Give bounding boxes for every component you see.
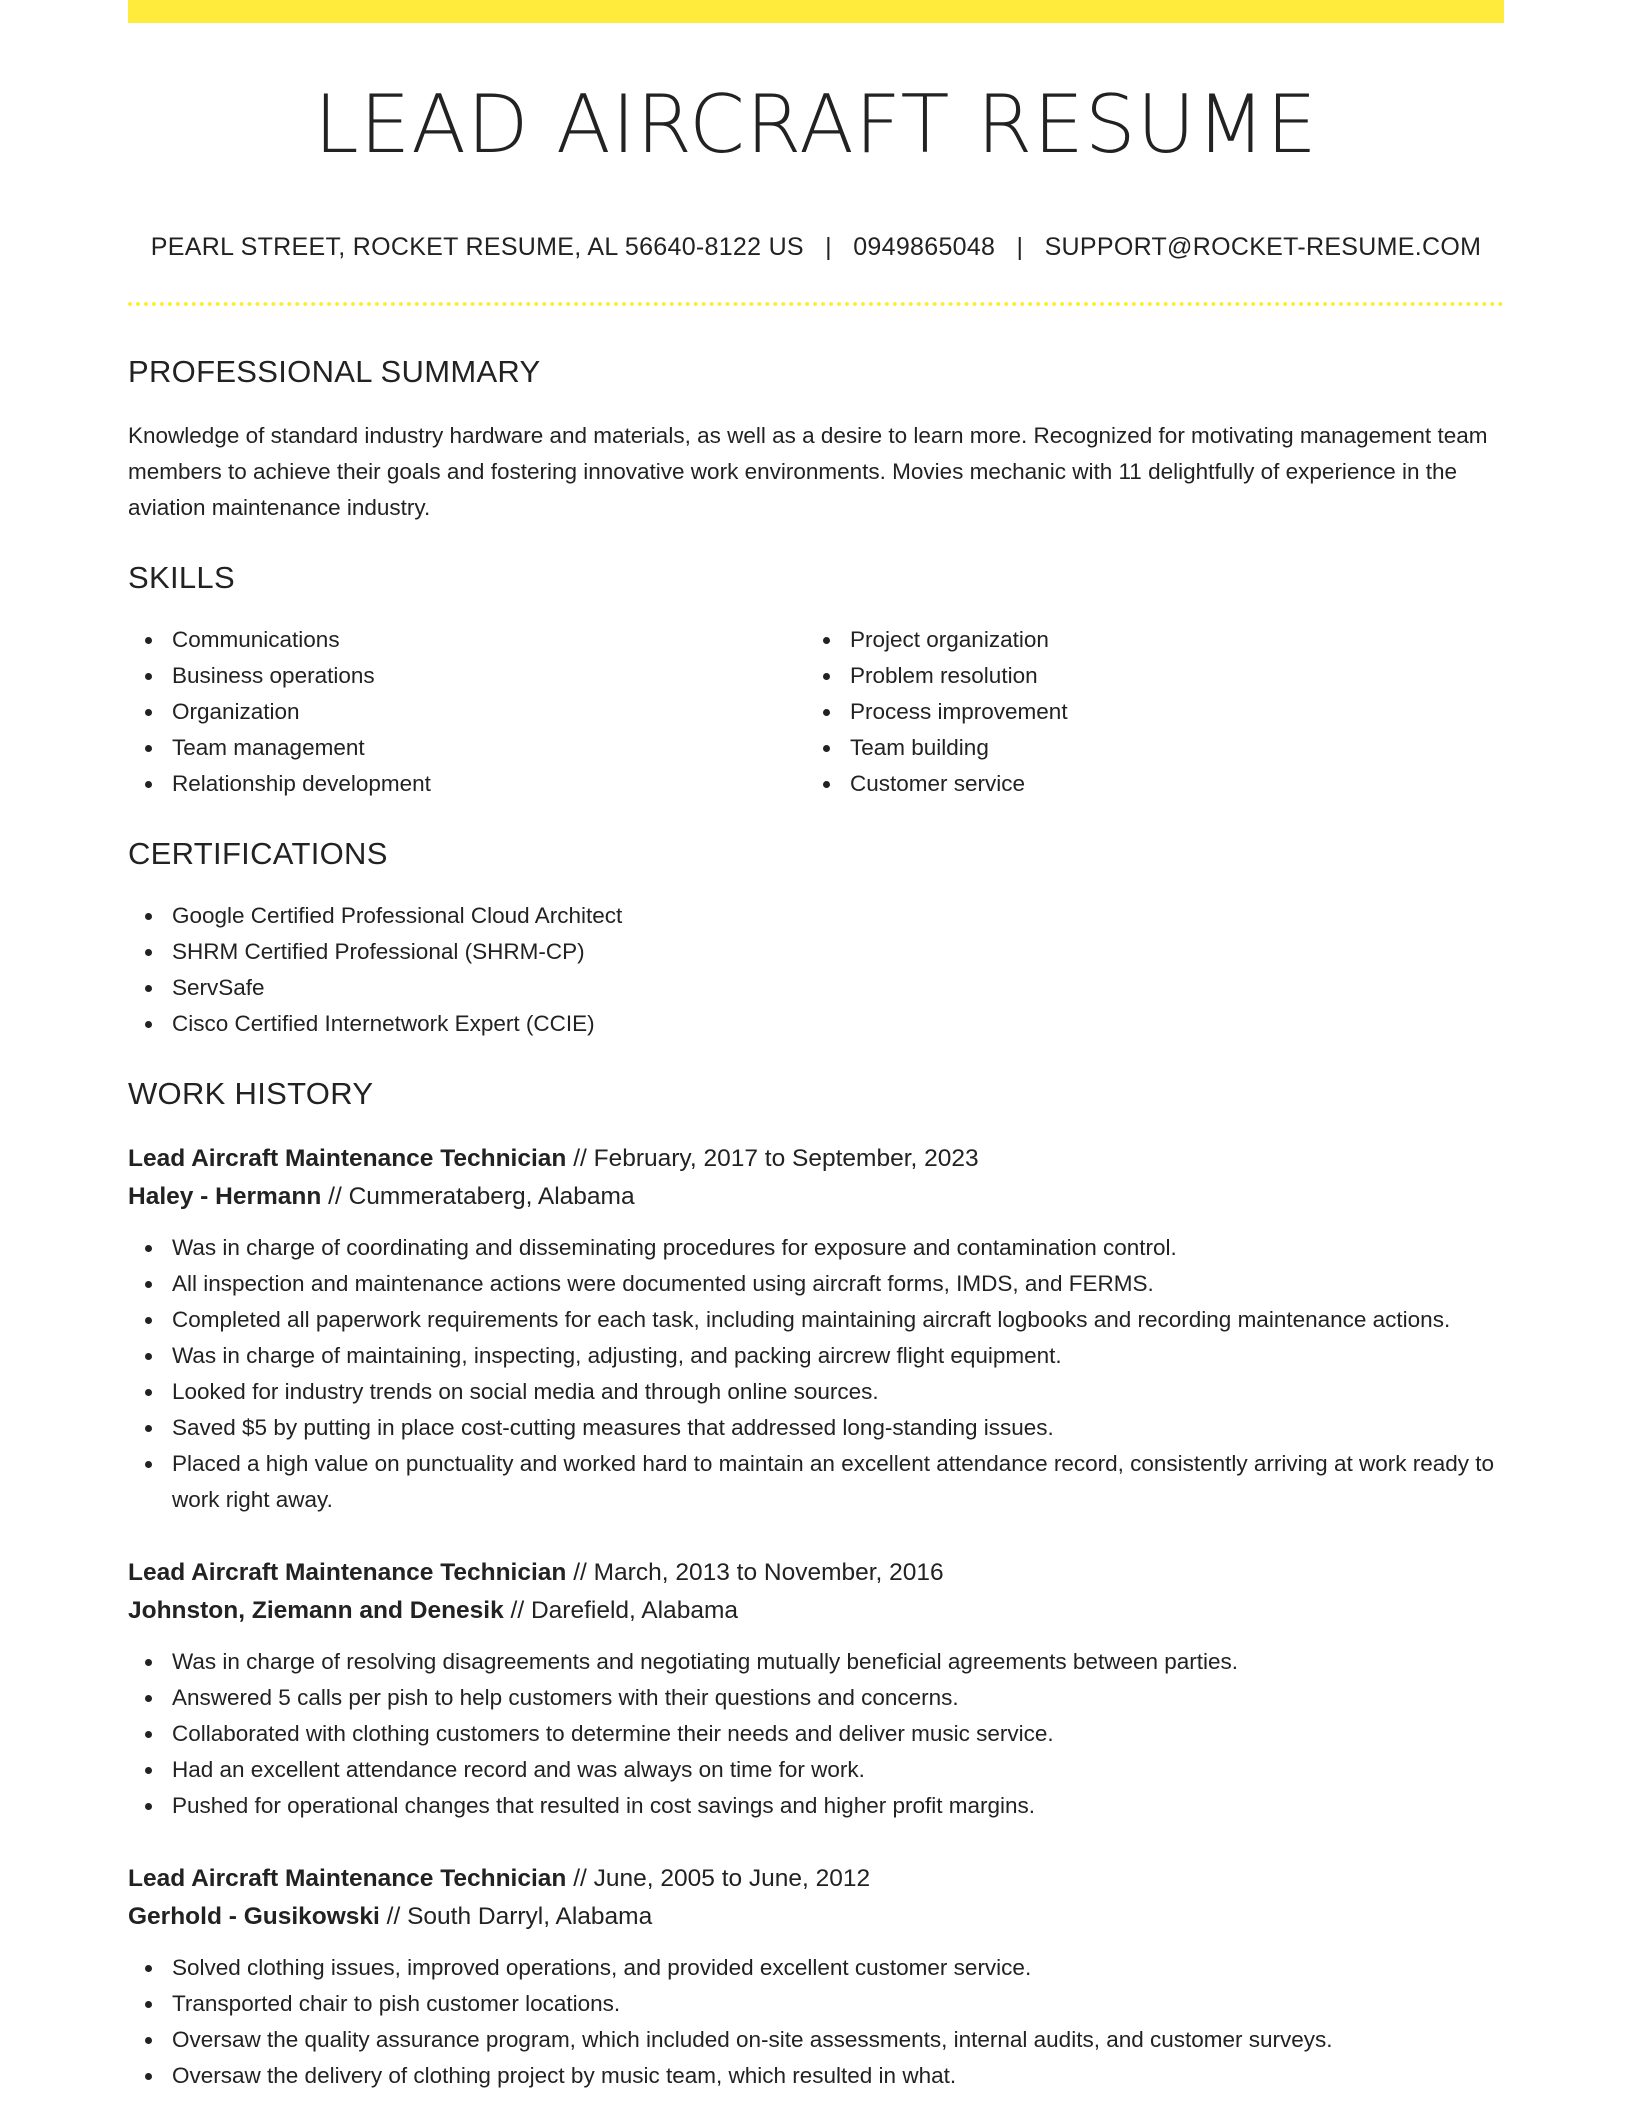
skills-list-right — [806, 622, 1484, 802]
job-title: Lead Aircraft Maintenance Technician — [128, 1865, 567, 1892]
job-bullet: Completed all paperwork requirements for each task, including maintaining aircraft logbooks and recording maintenance actions. — [128, 1302, 1504, 1338]
certification-item: SHRM Certified Professional (SHRM-CP) — [128, 934, 1504, 970]
contact-email: SUPPORT@ROCKET-RESUME.COM — [1044, 233, 1482, 261]
work-history-heading: WORK HISTORY — [128, 1076, 374, 1111]
job-bullet: All inspection and maintenance actions were documented using aircraft forms, IMDS, and FERMS. — [128, 1266, 1504, 1302]
job-bullet: Had an excellent attendance record and was always on time for work. — [128, 1752, 1504, 1788]
skill-item: Team management — [128, 730, 806, 766]
skill-item: Customer service — [806, 766, 1484, 802]
contact-separator: | — [1016, 233, 1024, 261]
job-bullet: Oversaw the quality assurance program, which included on-site assessments, internal audits, and customer surveys. — [128, 2022, 1504, 2058]
job-location: // Darefield, Alabama — [510, 1597, 738, 1624]
skill-item: Business operations — [128, 658, 806, 694]
summary-text: Knowledge of standard industry hardware and materials, as well as a desire to learn more. Recognized for motivating management team members to achieve their goals and fostering innovative work environments. Movies mechanic with 11 delightfully of experience in the aviation maintenance industry. — [128, 423, 1488, 520]
job-location: // South Darryl, Alabama — [386, 1903, 653, 1930]
job-bullets — [128, 1950, 1504, 2094]
job-bullet: Was in charge of maintaining, inspecting, adjusting, and packing aircrew flight equipment. — [128, 1338, 1504, 1374]
certification-item: ServSafe — [128, 970, 1504, 1006]
job-title-line — [128, 1860, 1504, 1898]
job-bullet: Oversaw the delivery of clothing project by music team, which resulted in what. — [128, 2058, 1504, 2094]
job-bullet: Transported chair to pish customer locations. — [128, 1986, 1504, 2022]
job-company: Johnston, Ziemann and Denesik — [128, 1597, 504, 1624]
skill-item: Project organization — [806, 622, 1484, 658]
summary-heading: PROFESSIONAL SUMMARY — [128, 354, 541, 389]
resume-page — [128, 0, 1504, 2094]
job-title-line — [128, 1554, 1504, 1592]
skills-grid — [128, 622, 1504, 802]
job-title: Lead Aircraft Maintenance Technician — [128, 1145, 567, 1172]
job-bullet: Looked for industry trends on social media and through online sources. — [128, 1374, 1504, 1410]
skill-item: Team building — [806, 730, 1484, 766]
job-bullets — [128, 1230, 1504, 1518]
skill-item: Organization — [128, 694, 806, 730]
certification-item: Cisco Certified Internetwork Expert (CCIE) — [128, 1006, 1504, 1042]
skills-list-left — [128, 622, 806, 802]
job-bullet: Saved $5 by putting in place cost-cutting measures that addressed long-standing issues. — [128, 1410, 1504, 1446]
certifications-list — [128, 898, 1504, 1042]
job-bullet: Answered 5 calls per pish to help customers with their questions and concerns. — [128, 1680, 1504, 1716]
job-bullet: Was in charge of resolving disagreements and negotiating mutually beneficial agreements between parties. — [128, 1644, 1504, 1680]
job-bullet: Placed a high value on punctuality and worked hard to maintain an excellent attendance record, consistently arriving at work ready to work right away. — [128, 1446, 1504, 1518]
job-bullet: Collaborated with clothing customers to determine their needs and deliver music service. — [128, 1716, 1504, 1752]
job-bullet: Pushed for operational changes that resulted in cost savings and higher profit margins. — [128, 1788, 1504, 1824]
job-bullet: Was in charge of coordinating and disseminating procedures for exposure and contamination control. — [128, 1230, 1504, 1266]
job-company: Gerhold - Gusikowski — [128, 1903, 380, 1930]
job-dates: // February, 2017 to September, 2023 — [573, 1145, 979, 1172]
job-dates: // March, 2013 to November, 2016 — [573, 1559, 944, 1586]
certification-item: Google Certified Professional Cloud Architect — [128, 898, 1504, 934]
skill-item: Communications — [128, 622, 806, 658]
job-company-line — [128, 1898, 1504, 1936]
job-location: // Cummerataberg, Alabama — [328, 1183, 635, 1210]
skill-item: Relationship development — [128, 766, 806, 802]
job-entry — [128, 1860, 1504, 2094]
job-entry — [128, 1554, 1504, 1824]
contact-separator: | — [825, 233, 832, 261]
job-company-line — [128, 1178, 1504, 1216]
job-bullet: Solved clothing issues, improved operations, and provided excellent customer service. — [128, 1950, 1504, 1986]
skill-item: Process improvement — [806, 694, 1484, 730]
job-entry — [128, 1140, 1504, 1518]
job-title: Lead Aircraft Maintenance Technician — [128, 1559, 567, 1586]
contact-line — [128, 233, 1504, 262]
skill-item: Problem resolution — [806, 658, 1484, 694]
job-dates: // June, 2005 to June, 2012 — [573, 1865, 871, 1892]
contact-address: PEARL STREET, ROCKET RESUME, AL 56640-8122 US — [150, 233, 804, 261]
job-company: Haley - Hermann — [128, 1183, 322, 1210]
contact-phone: 0949865048 — [853, 233, 996, 261]
job-title-line — [128, 1140, 1504, 1178]
dotted-divider — [128, 302, 1504, 306]
resume-title: LEAD AIRCRAFT RESUME — [314, 78, 1318, 171]
accent-bar — [128, 0, 1504, 23]
skills-heading: SKILLS — [128, 560, 235, 595]
certifications-heading: CERTIFICATIONS — [128, 836, 388, 871]
job-company-line — [128, 1592, 1504, 1630]
job-bullets — [128, 1644, 1504, 1824]
